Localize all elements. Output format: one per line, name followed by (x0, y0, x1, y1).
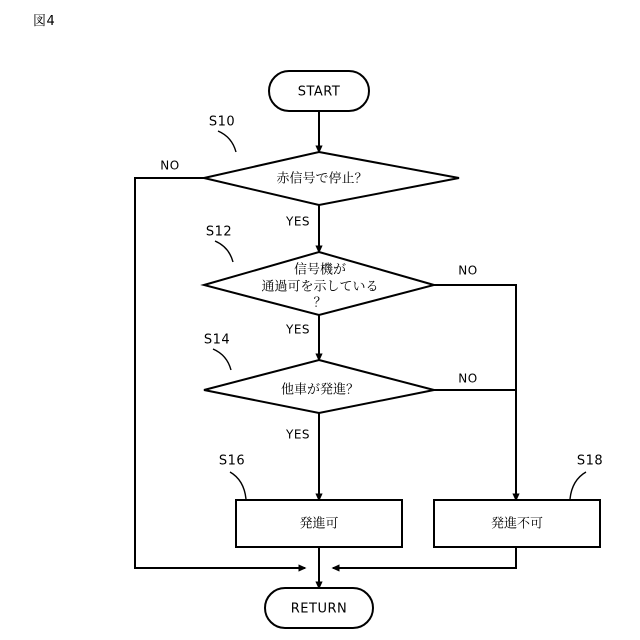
step-label-s10: S10 (208, 114, 236, 130)
edge-label-s14-yes: YES (285, 427, 311, 442)
leader-s12 (215, 241, 233, 262)
node-s10-label: 赤信号で停止？ (276, 171, 368, 187)
node-s12-label-line2: 通過可を示している (261, 279, 379, 295)
edge-label-s12-yes: YES (285, 322, 311, 337)
node-s18-label: 発進不可 (490, 516, 544, 532)
edge-label-s12-no: NO (458, 263, 478, 278)
edge-label-s10-no: NO (160, 158, 180, 173)
step-label-s16: S16 (218, 453, 246, 469)
node-return-label: RETURN (290, 601, 348, 617)
edge-s12-no-to-s18 (434, 285, 516, 500)
node-s16-label: 発進可 (299, 516, 339, 532)
leader-s14 (213, 349, 231, 370)
node-s12-label-line1: 信号機が (293, 262, 347, 278)
edge-label-s14-no: NO (458, 371, 478, 386)
step-label-s14: S14 (203, 332, 231, 348)
step-label-s12: S12 (205, 224, 233, 240)
edge-s18-to-bus (333, 547, 516, 568)
leader-s10 (218, 131, 236, 152)
node-s14-label: 他車が発進？ (280, 382, 360, 398)
node-start-label: START (297, 84, 341, 100)
edge-label-s10-yes: YES (285, 214, 311, 229)
leader-s18 (570, 472, 586, 499)
leader-s16 (230, 472, 246, 499)
step-label-s18: S18 (576, 453, 604, 469)
node-s12-label-line3: ？ (313, 295, 327, 311)
figure-number-label: 図4 (33, 14, 56, 29)
